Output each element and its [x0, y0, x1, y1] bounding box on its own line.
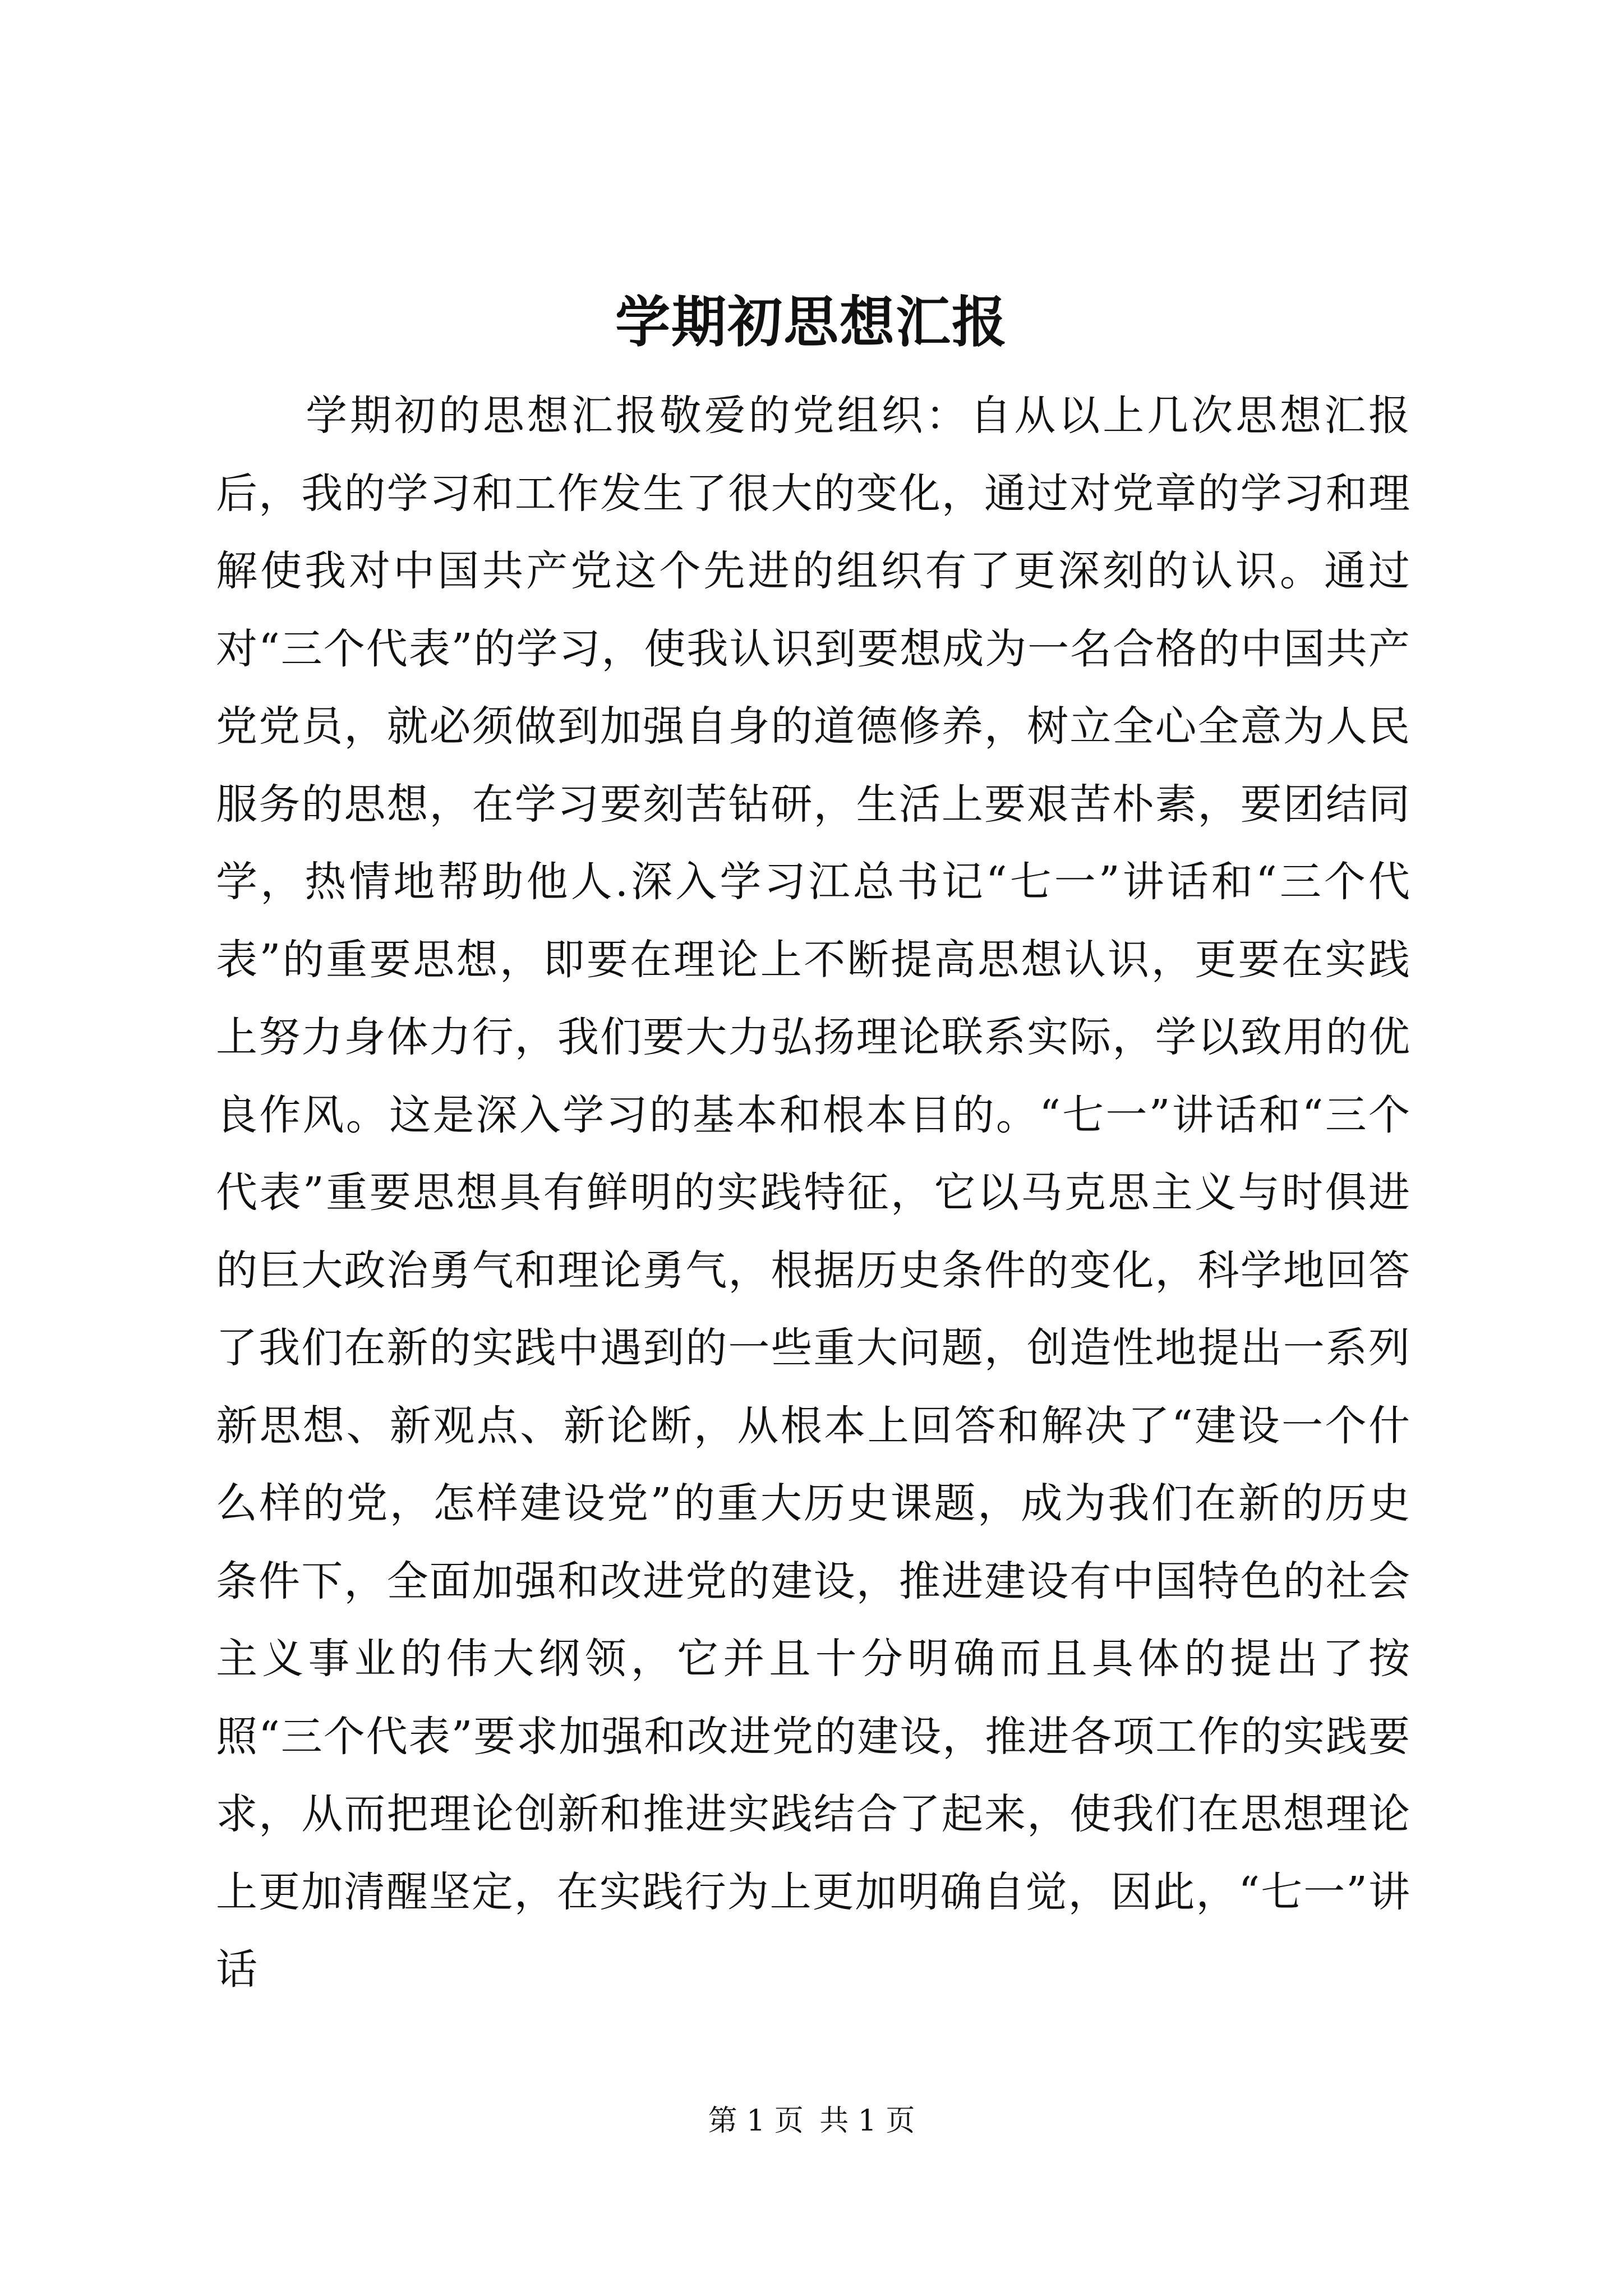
page-footer [0, 2101, 1623, 2141]
document-title: 学期初思想汇报 [615, 290, 1008, 355]
document-body: 学期初的思想汇报敬爱的党组织：自从以上几次思想汇报后，我的学习和工作发生了很大的变化，通过对党章的学习和理解使我对中国共产党这个先进的组织有了更深刻的认识。通过对“三个代表”的学习，使我认识到要想成为一名合格的中国共产党党员，就必须做到加强自身的道德修养，树立全心全意为人民服务的思想，在学习要刻苦钻研，生活上要艰苦朴素，要团结同学，热情地帮助他人.深入学习江总书记“七一”讲话和“三个代表”的重要思想，即要在理论上不断提高思想认识，更要在实践上努力身体力行，我们要大力弘扬理论联系实际，学以致用的优良作风。这是深入学习的基本和根本目的。“七一”讲话和“三个代表”重要思想具有鲜明的实践特征，它以马克思主义与时俱进的巨大政治勇气和理论勇气，根据历史条件的变化，科学地回答了我们在新的实践中遇到的一些重大问题，创造性地提出一系列新思想、新观点、新论断，从根本上回答和解决了“建设一个什么样的党，怎样建设党”的重大历史课题，成为我们在新的历史条件下，全面加强和改进党的建设，推进建设有中国特色的社会主义事业的伟大纲领，它并且十分明确而且具体的提出了按照“三个代表”要求加强和改进党的建设，推进各项工作的实践要求，从而把理论创新和推进实践结合了起来，使我们在思想理论上更加清醒坚定，在实践行为上更加明确自觉，因此，“七一”讲话 [216, 392, 1410, 1994]
page-number: 第 1 页 [708, 2104, 804, 2138]
page-total: 共 1 页 [819, 2104, 915, 2138]
